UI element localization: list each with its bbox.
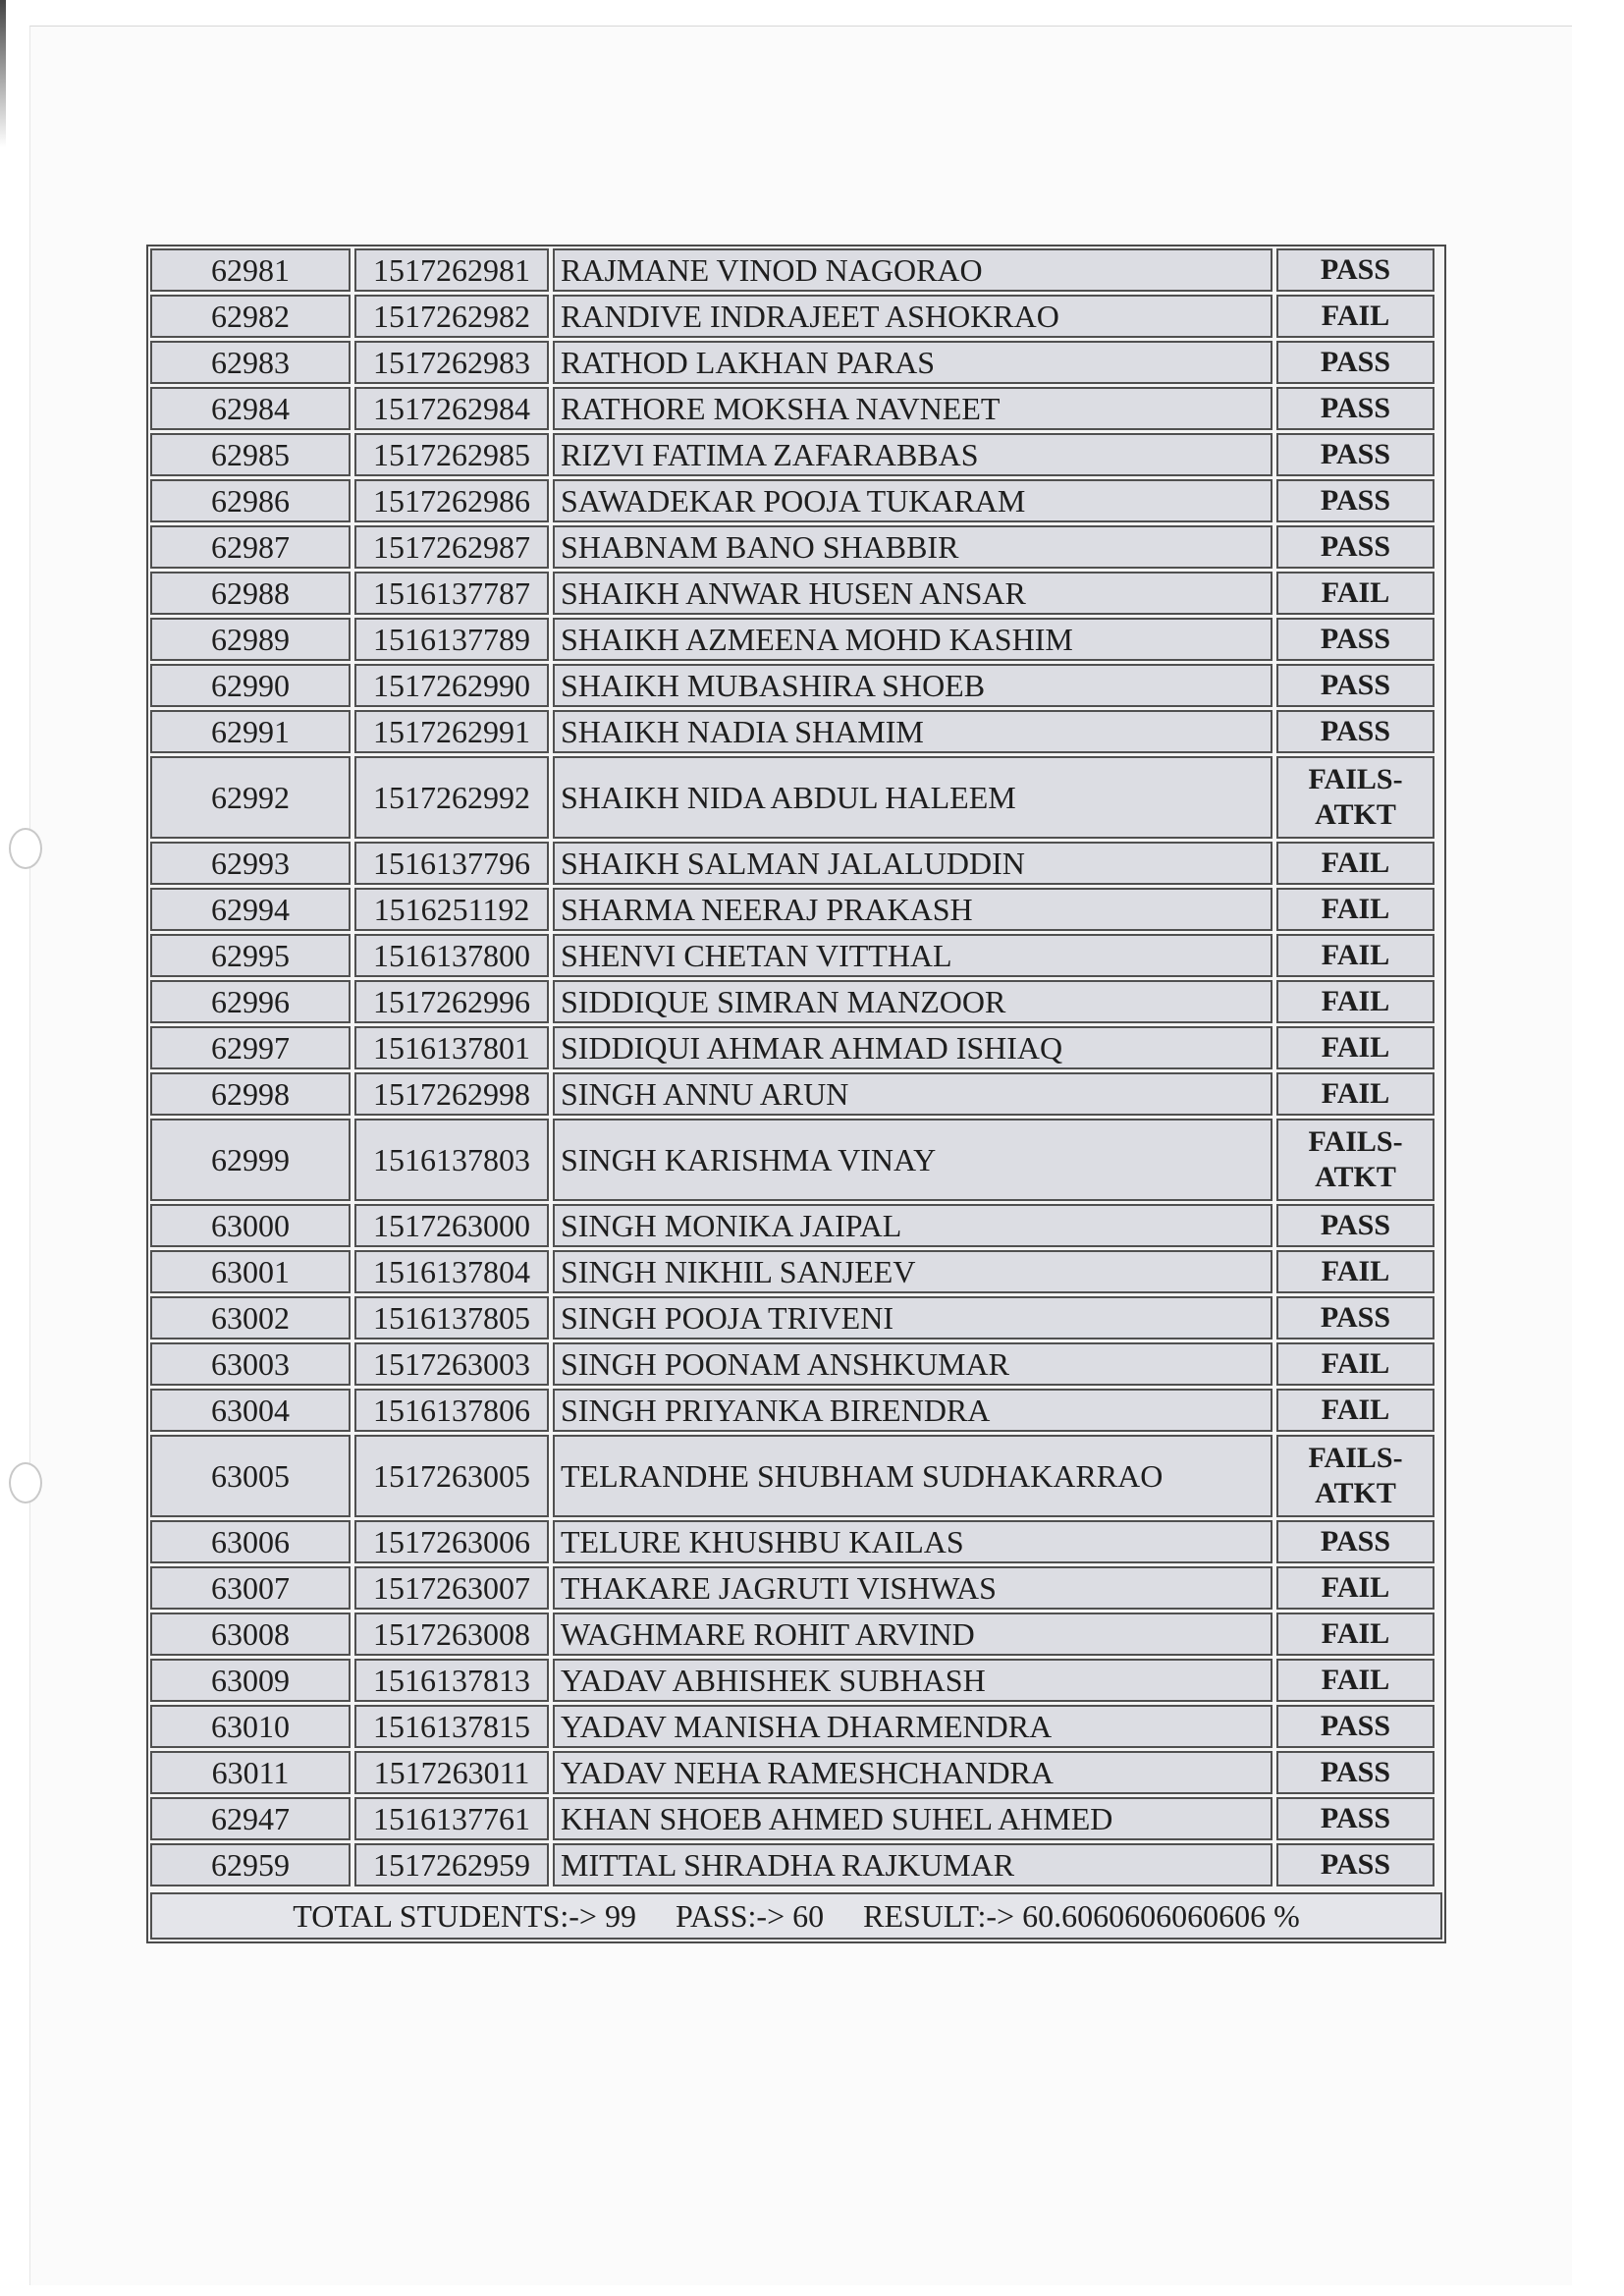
student-name-cell: RIZVI FATIMA ZAFARABBAS	[553, 433, 1272, 476]
table-row	[150, 1613, 1442, 1656]
student-name-cell: SINGH MONIKA JAIPAL	[553, 1204, 1272, 1247]
student-name-cell: RAJMANE VINOD NAGORAO	[553, 248, 1272, 292]
table-row	[150, 1250, 1442, 1293]
result-cell: PASS	[1276, 1797, 1435, 1840]
table-row	[150, 1296, 1442, 1339]
student-id-cell: 1517262983	[354, 341, 549, 384]
student-name-cell: SHAIKH AZMEENA MOHD KASHIM	[553, 618, 1272, 661]
student-name-cell: MITTAL SHRADHA RAJKUMAR	[553, 1843, 1272, 1886]
table-row	[150, 1659, 1442, 1702]
total-students-value: 99	[604, 1897, 636, 1934]
table-row	[150, 479, 1442, 522]
result-cell: FAIL	[1276, 295, 1435, 338]
student-name-cell: SHAIKH ANWAR HUSEN ANSAR	[553, 572, 1272, 615]
student-id-cell: 1517263005	[354, 1435, 549, 1517]
pass-count-value: 60	[792, 1897, 825, 1934]
result-cell: PASS	[1276, 1204, 1435, 1247]
roll-number-cell: 62981	[150, 248, 351, 292]
student-name-cell: TELRANDHE SHUBHAM SUDHAKARRAO	[553, 1435, 1272, 1517]
table-row	[150, 248, 1442, 292]
summary-bar	[150, 1892, 1442, 1940]
student-name-cell: YADAV NEHA RAMESHCHANDRA	[553, 1751, 1272, 1794]
student-name-cell: SINGH KARISHMA VINAY	[553, 1119, 1272, 1201]
student-name-cell: SHAIKH MUBASHIRA SHOEB	[553, 664, 1272, 707]
student-name-cell: KHAN SHOEB AHMED SUHEL AHMED	[553, 1797, 1272, 1840]
student-id-cell: 1517262984	[354, 387, 549, 430]
student-id-cell: 1517262959	[354, 1843, 549, 1886]
student-name-cell: RANDIVE INDRAJEET ASHOKRAO	[553, 295, 1272, 338]
student-id-cell: 1516137801	[354, 1026, 549, 1069]
roll-number-cell: 62988	[150, 572, 351, 615]
roll-number-cell: 62989	[150, 618, 351, 661]
table-row	[150, 1072, 1442, 1116]
table-row	[150, 618, 1442, 661]
student-id-cell: 1517263011	[354, 1751, 549, 1794]
student-id-cell: 1517262990	[354, 664, 549, 707]
student-id-cell: 1517262986	[354, 479, 549, 522]
result-cell: FAILS-ATKT	[1276, 756, 1435, 839]
result-cell: FAIL	[1276, 1389, 1435, 1432]
student-id-cell: 1516137806	[354, 1389, 549, 1432]
table-row	[150, 341, 1442, 384]
student-name-cell: SINGH POONAM ANSHKUMAR	[553, 1342, 1272, 1386]
punch-hole-icon	[9, 1462, 42, 1503]
pass-count-label: PASS:->	[675, 1897, 785, 1934]
student-id-cell: 1516137789	[354, 618, 549, 661]
student-id-cell: 1517263000	[354, 1204, 549, 1247]
student-name-cell: YADAV MANISHA DHARMENDRA	[553, 1705, 1272, 1748]
table-row	[150, 525, 1442, 569]
result-cell: PASS	[1276, 1751, 1435, 1794]
roll-number-cell: 62990	[150, 664, 351, 707]
student-name-cell: THAKARE JAGRUTI VISHWAS	[553, 1566, 1272, 1610]
roll-number-cell: 63011	[150, 1751, 351, 1794]
student-name-cell: SAWADEKAR POOJA TUKARAM	[553, 479, 1272, 522]
result-cell: FAILS-ATKT	[1276, 1119, 1435, 1201]
result-cell: PASS	[1276, 341, 1435, 384]
result-cell: PASS	[1276, 1843, 1435, 1886]
roll-number-cell: 62993	[150, 842, 351, 885]
roll-number-cell: 62994	[150, 888, 351, 931]
result-cell: PASS	[1276, 710, 1435, 753]
student-id-cell: 1517262982	[354, 295, 549, 338]
roll-number-cell: 63003	[150, 1342, 351, 1386]
results-table	[146, 245, 1446, 1943]
table-row	[150, 1204, 1442, 1247]
student-id-cell: 1517263006	[354, 1520, 549, 1563]
result-percent-label: RESULT:->	[863, 1897, 1015, 1934]
table-row	[150, 980, 1442, 1023]
student-id-cell: 1517262985	[354, 433, 549, 476]
result-cell: PASS	[1276, 433, 1435, 476]
student-id-cell: 1516137815	[354, 1705, 549, 1748]
student-id-cell: 1517262987	[354, 525, 549, 569]
student-id-cell: 1516137761	[354, 1797, 549, 1840]
student-name-cell: WAGHMARE ROHIT ARVIND	[553, 1613, 1272, 1656]
student-id-cell: 1516137800	[354, 934, 549, 977]
roll-number-cell: 62995	[150, 934, 351, 977]
result-cell: FAIL	[1276, 888, 1435, 931]
student-id-cell: 1516251192	[354, 888, 549, 931]
roll-number-cell: 62992	[150, 756, 351, 839]
table-row	[150, 842, 1442, 885]
student-name-cell: SHAIKH NADIA SHAMIM	[553, 710, 1272, 753]
table-row	[150, 934, 1442, 977]
punch-hole-icon	[9, 828, 42, 869]
roll-number-cell: 63001	[150, 1250, 351, 1293]
result-cell: FAIL	[1276, 1566, 1435, 1610]
table-row	[150, 387, 1442, 430]
table-row	[150, 710, 1442, 753]
table-row	[150, 1389, 1442, 1432]
roll-number-cell: 62999	[150, 1119, 351, 1201]
student-name-cell: SINGH NIKHIL SANJEEV	[553, 1250, 1272, 1293]
result-cell: PASS	[1276, 1520, 1435, 1563]
roll-number-cell: 62984	[150, 387, 351, 430]
student-id-cell: 1516137804	[354, 1250, 549, 1293]
result-cell: FAIL	[1276, 934, 1435, 977]
student-id-cell: 1516137813	[354, 1659, 549, 1702]
roll-number-cell: 63007	[150, 1566, 351, 1610]
student-name-cell: SIDDIQUI AHMAR AHMAD ISHIAQ	[553, 1026, 1272, 1069]
student-id-cell: 1516137803	[354, 1119, 549, 1201]
student-id-cell: 1517262991	[354, 710, 549, 753]
roll-number-cell: 62947	[150, 1797, 351, 1840]
table-row	[150, 295, 1442, 338]
table-row	[150, 1566, 1442, 1610]
student-id-cell: 1516137796	[354, 842, 549, 885]
student-id-cell: 1517262992	[354, 756, 549, 839]
result-sheet-page	[29, 26, 1572, 2285]
result-cell: FAIL	[1276, 1026, 1435, 1069]
table-row	[150, 572, 1442, 615]
student-name-cell: SHABNAM BANO SHABBIR	[553, 525, 1272, 569]
table-row	[150, 756, 1442, 839]
results-rows	[150, 248, 1442, 1886]
result-cell: PASS	[1276, 248, 1435, 292]
result-cell: FAIL	[1276, 980, 1435, 1023]
student-name-cell: RATHORE MOKSHA NAVNEET	[553, 387, 1272, 430]
result-cell: FAIL	[1276, 842, 1435, 885]
student-id-cell: 1517262981	[354, 248, 549, 292]
table-row	[150, 1797, 1442, 1840]
table-row	[150, 1435, 1442, 1517]
result-cell: FAIL	[1276, 1659, 1435, 1702]
table-row	[150, 664, 1442, 707]
roll-number-cell: 63005	[150, 1435, 351, 1517]
result-cell: FAIL	[1276, 1613, 1435, 1656]
result-cell: PASS	[1276, 1705, 1435, 1748]
table-row	[150, 1026, 1442, 1069]
roll-number-cell: 63009	[150, 1659, 351, 1702]
student-name-cell: SIDDIQUE SIMRAN MANZOOR	[553, 980, 1272, 1023]
result-cell: FAIL	[1276, 1072, 1435, 1116]
student-id-cell: 1517262998	[354, 1072, 549, 1116]
student-id-cell: 1516137805	[354, 1296, 549, 1339]
roll-number-cell: 63010	[150, 1705, 351, 1748]
result-cell: PASS	[1276, 387, 1435, 430]
student-id-cell: 1517263008	[354, 1613, 549, 1656]
result-cell: PASS	[1276, 618, 1435, 661]
student-name-cell: YADAV ABHISHEK SUBHASH	[553, 1659, 1272, 1702]
student-name-cell: SINGH POOJA TRIVENI	[553, 1296, 1272, 1339]
result-cell: PASS	[1276, 664, 1435, 707]
table-row	[150, 1520, 1442, 1563]
roll-number-cell: 62986	[150, 479, 351, 522]
result-cell: FAIL	[1276, 1342, 1435, 1386]
student-name-cell: SHARMA NEERAJ PRAKASH	[553, 888, 1272, 931]
roll-number-cell: 62982	[150, 295, 351, 338]
table-row	[150, 433, 1442, 476]
roll-number-cell: 63006	[150, 1520, 351, 1563]
student-name-cell: SINGH PRIYANKA BIRENDRA	[553, 1389, 1272, 1432]
student-id-cell: 1517263007	[354, 1566, 549, 1610]
roll-number-cell: 63004	[150, 1389, 351, 1432]
roll-number-cell: 62997	[150, 1026, 351, 1069]
result-cell: FAIL	[1276, 1250, 1435, 1293]
student-id-cell: 1517262996	[354, 980, 549, 1023]
student-name-cell: SHAIKH SALMAN JALALUDDIN	[553, 842, 1272, 885]
roll-number-cell: 63002	[150, 1296, 351, 1339]
roll-number-cell: 62996	[150, 980, 351, 1023]
roll-number-cell: 62991	[150, 710, 351, 753]
student-name-cell: RATHOD LAKHAN PARAS	[553, 341, 1272, 384]
student-name-cell: SINGH ANNU ARUN	[553, 1072, 1272, 1116]
roll-number-cell: 62983	[150, 341, 351, 384]
roll-number-cell: 62998	[150, 1072, 351, 1116]
table-row	[150, 888, 1442, 931]
student-id-cell: 1516137787	[354, 572, 549, 615]
result-cell: FAIL	[1276, 572, 1435, 615]
roll-number-cell: 63000	[150, 1204, 351, 1247]
student-name-cell: SHAIKH NIDA ABDUL HALEEM	[553, 756, 1272, 839]
scan-edge-shadow	[0, 0, 6, 147]
result-percent-value: 60.6060606060606 %	[1022, 1897, 1300, 1934]
table-row	[150, 1119, 1442, 1201]
table-row	[150, 1751, 1442, 1794]
table-row	[150, 1342, 1442, 1386]
roll-number-cell: 62985	[150, 433, 351, 476]
result-cell: PASS	[1276, 1296, 1435, 1339]
total-students-label: TOTAL STUDENTS:->	[293, 1897, 597, 1934]
table-row	[150, 1705, 1442, 1748]
result-cell: PASS	[1276, 479, 1435, 522]
roll-number-cell: 63008	[150, 1613, 351, 1656]
student-name-cell: TELURE KHUSHBU KAILAS	[553, 1520, 1272, 1563]
student-id-cell: 1517263003	[354, 1342, 549, 1386]
result-cell: FAILS-ATKT	[1276, 1435, 1435, 1517]
table-row	[150, 1843, 1442, 1886]
student-name-cell: SHENVI CHETAN VITTHAL	[553, 934, 1272, 977]
roll-number-cell: 62959	[150, 1843, 351, 1886]
roll-number-cell: 62987	[150, 525, 351, 569]
result-cell: PASS	[1276, 525, 1435, 569]
